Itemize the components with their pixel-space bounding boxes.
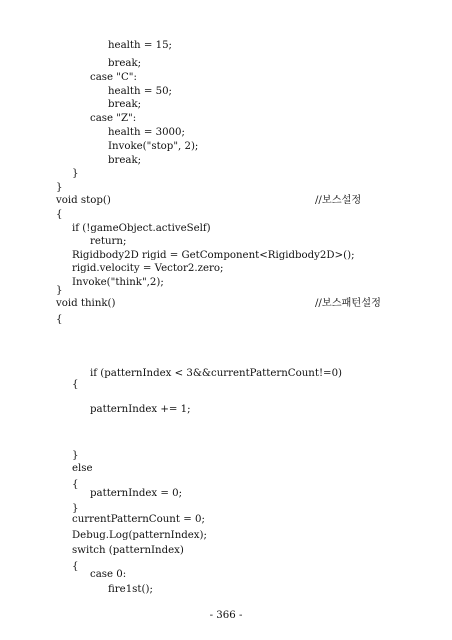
code-line: {	[56, 314, 63, 325]
code-line: case "Z":	[90, 113, 137, 124]
code-line: Rigidbody2D rigid = GetComponent<Rigidbody2D>();	[72, 250, 355, 261]
code-line: Invoke("stop", 2);	[108, 141, 199, 152]
code-line: patternIndex += 1;	[90, 404, 191, 415]
code-line: patternIndex = 0;	[90, 488, 183, 499]
code-line: case 0:	[90, 569, 127, 580]
code-line: health = 50;	[108, 86, 172, 97]
code-line: health = 3000;	[108, 127, 185, 138]
code-line: if (patternIndex < 3&&currentPatternCount!=0)	[90, 368, 343, 379]
code-line: case "C":	[90, 72, 137, 83]
code-line: }	[56, 285, 63, 296]
code-line: break;	[108, 58, 142, 69]
code-line: }	[72, 503, 79, 514]
code-line: }	[72, 450, 79, 461]
code-line: currentPatternCount = 0;	[72, 514, 205, 525]
page-number: - 366 -	[209, 610, 243, 621]
code-line: else	[72, 463, 93, 474]
code-line: void stop()	[56, 195, 111, 206]
code-line: {	[56, 209, 63, 220]
code-line: if (!gameObject.activeSelf)	[72, 223, 211, 234]
code-line: health = 15;	[108, 40, 172, 51]
code-line: switch (patternIndex)	[72, 545, 184, 556]
code-line: {	[72, 479, 79, 490]
code-line: return;	[90, 236, 127, 247]
stop-comment: //보스설정	[315, 195, 362, 206]
think-comment: //보스패턴설정	[315, 298, 381, 309]
code-line: break;	[108, 99, 142, 110]
code-line: }	[56, 182, 63, 193]
code-line: break;	[108, 155, 142, 166]
code-line: void think()	[56, 298, 116, 309]
code-line: {	[72, 561, 79, 572]
code-line: rigid.velocity = Vector2.zero;	[72, 263, 224, 274]
code-line: }	[72, 168, 79, 179]
code-line: Debug.Log(patternIndex);	[72, 530, 207, 541]
code-line: Invoke("think",2);	[72, 277, 164, 288]
code-line: {	[72, 379, 79, 390]
code-line: fire1st();	[108, 584, 153, 595]
